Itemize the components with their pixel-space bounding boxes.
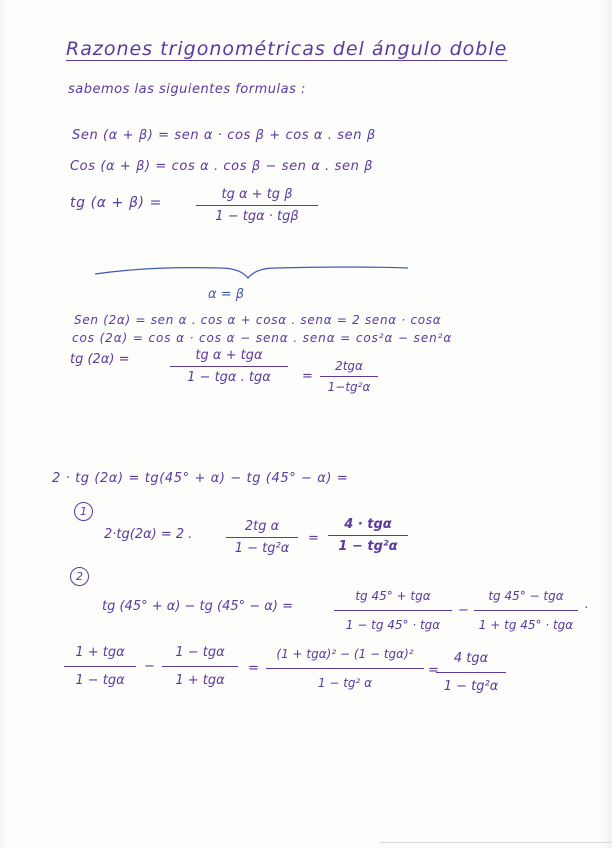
- fraction-bar: [226, 537, 298, 538]
- step-3-fraction-c: [266, 648, 424, 689]
- formula-cos-sum: Cos (α + β) = cos α . cos β − sen α . sen β: [70, 159, 374, 174]
- equals-sign: =: [428, 663, 439, 678]
- fraction-denominator: 1 − tg²α: [338, 539, 398, 554]
- exercise-statement: 2 · tg (2α) = tg(45° + α) − tg (45° − α) =: [52, 471, 349, 486]
- fraction-denominator: 1 − tgα · tgβ: [215, 209, 299, 224]
- fraction-numerator: tg 45° + tgα: [355, 589, 431, 603]
- fraction-denominator: 1 − tgα: [75, 673, 125, 688]
- step-1-lhs: 2·tg(2α) = 2 .: [104, 527, 193, 542]
- step-3-fraction-b: [162, 646, 238, 687]
- fraction-denominator: 1 − tg²α: [443, 679, 499, 694]
- fraction-denominator: 1 − tg² α: [317, 676, 373, 690]
- trailing-dot: ·: [584, 601, 589, 616]
- fraction-denominator: 1 − tg 45° · tgα: [345, 618, 441, 632]
- fraction-numerator: tg 45° − tgα: [488, 589, 564, 603]
- fraction-numerator: tg α + tgα: [195, 348, 263, 363]
- fraction-bar: [320, 376, 378, 377]
- step-2-fraction-b: [474, 590, 578, 631]
- formula-tg-sum-lhs: tg (α + β) =: [70, 195, 162, 211]
- formula-sen-double: Sen (2α) = sen α . cos α + cosα . senα = 2 senα · cosα: [74, 313, 442, 327]
- step-3-fraction-a: [64, 646, 136, 687]
- fraction-numerator: (1 + tgα)² − (1 − tgα)²: [276, 647, 414, 661]
- fraction-bar: [170, 366, 288, 367]
- step-2-marker: 2: [70, 567, 89, 586]
- fraction-numerator: 4 · tgα: [344, 517, 392, 532]
- fraction-numerator: 1 − tgα: [175, 645, 225, 660]
- step-1-marker: 1: [74, 502, 93, 521]
- fraction-bar: [196, 205, 318, 206]
- fraction-denominator: 1 + tg 45° · tgα: [478, 618, 574, 632]
- fraction-numerator: tg α + tg β: [221, 187, 293, 202]
- equals-sign: =: [302, 369, 313, 384]
- minus-sign: −: [144, 659, 155, 674]
- formula-tg-double-fraction: [170, 349, 288, 384]
- page-title: Razones trigonométricas del ángulo doble: [66, 38, 508, 60]
- formula-tg-double-result: [320, 360, 378, 393]
- fraction-bar: [64, 666, 136, 667]
- fraction-bar: [162, 666, 238, 667]
- step-1-result: [328, 518, 408, 553]
- paper-edge: [380, 842, 612, 843]
- formula-cos-double: cos (2α) = cos α · cos α − senα . senα = cos²α − sen²α: [72, 331, 453, 345]
- fraction-numerator: 1 + tgα: [75, 645, 125, 660]
- minus-sign: −: [458, 603, 469, 618]
- fraction-bar: [334, 610, 452, 611]
- equals-sign: =: [308, 531, 319, 546]
- step-3-result: [436, 652, 506, 693]
- formula-tg-double-lhs: tg (2α) =: [70, 352, 130, 367]
- fraction-numerator: 2tgα: [335, 359, 363, 373]
- fraction-bar: [266, 668, 424, 669]
- formula-tg-sum-fraction: [196, 188, 318, 223]
- fraction-bar: [474, 610, 578, 611]
- fraction-denominator: 1 + tgα: [175, 673, 225, 688]
- step-2-lhs: tg (45° + α) − tg (45° − α) =: [102, 599, 293, 614]
- fraction-denominator: 1 − tgα . tgα: [187, 370, 271, 385]
- formula-sen-sum: Sen (α + β) = sen α · cos β + cos α . sen β: [72, 128, 376, 143]
- step-1-fraction: [226, 520, 298, 555]
- fraction-numerator: 2tg α: [244, 519, 280, 534]
- equals-sign: =: [248, 661, 259, 676]
- fraction-numerator: 4 tgα: [453, 651, 489, 666]
- fraction-denominator: 1−tg²α: [327, 380, 371, 394]
- intro-text: sabemos las siguientes formulas :: [68, 82, 306, 97]
- alpha-equals-beta: α = β: [208, 287, 245, 302]
- fraction-denominator: 1 − tg²α: [234, 541, 290, 556]
- step-2-fraction-a: [334, 590, 452, 631]
- fraction-bar: [328, 535, 408, 536]
- curly-brace-icon: [90, 258, 415, 282]
- fraction-bar: [436, 672, 506, 673]
